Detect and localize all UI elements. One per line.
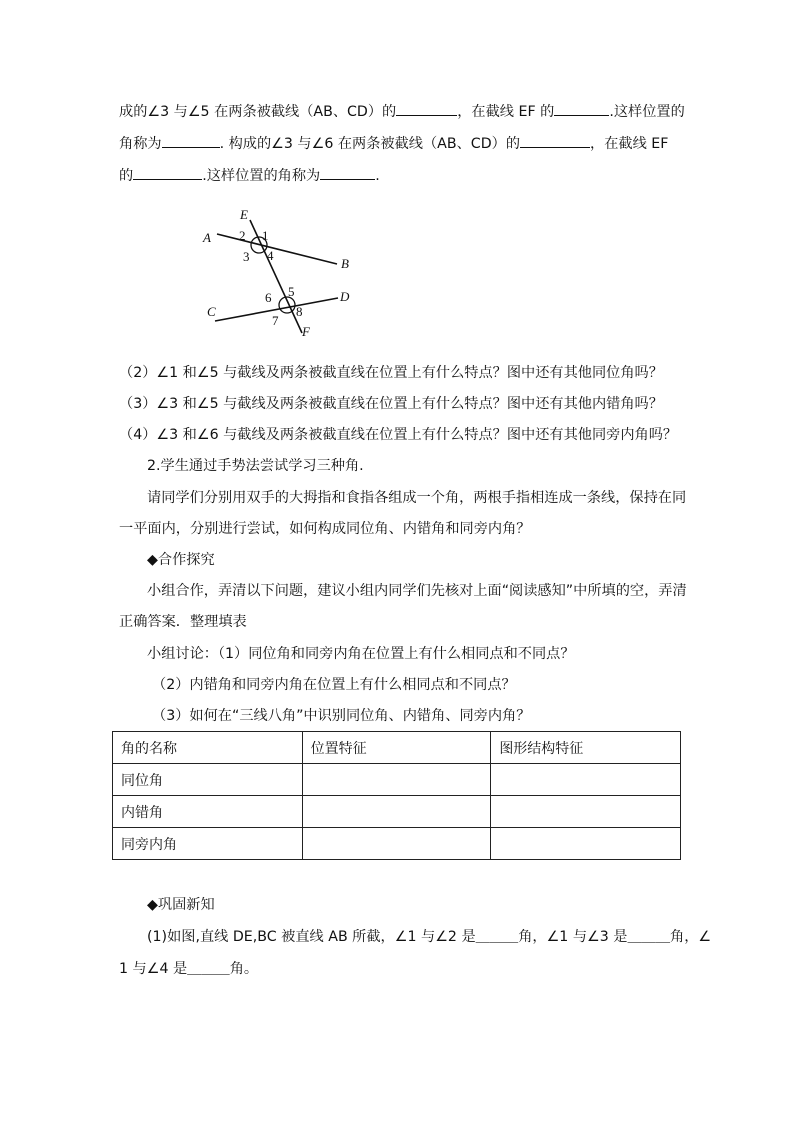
answer-blank[interactable] <box>554 101 609 116</box>
angle-5: 5 <box>288 284 295 299</box>
discussion-2: （2）内错角和同旁内角在位置上有什么相同点和不同点？ <box>152 677 516 693</box>
answer-blank[interactable] <box>162 133 220 148</box>
angle-6: 6 <box>265 290 272 305</box>
angle-1: 1 <box>262 228 269 243</box>
answer-cell[interactable] <box>491 764 681 796</box>
angle-2: 2 <box>239 228 246 243</box>
intro-text: 角称为 <box>119 136 162 152</box>
intro-line-3 <box>119 165 380 186</box>
angle-7: 7 <box>272 313 279 328</box>
answer-cell[interactable] <box>491 828 681 860</box>
line-ab <box>217 234 337 264</box>
table-row <box>113 828 681 860</box>
consolidate-heading: ◆巩固新知 <box>147 897 215 913</box>
answer-cell[interactable] <box>302 796 491 828</box>
question-2: （2）∠1 和∠5 与截线及两条被截直线在位置上有什么特点？图中还有其他同位角吗？ <box>119 365 663 381</box>
question-4: （4）∠3 和∠6 与截线及两条被截直线在位置上有什么特点？图中还有其他同旁内角吗？ <box>119 427 678 443</box>
row-label: 同位角 <box>113 764 303 796</box>
table-row <box>113 796 681 828</box>
intro-text: . <box>375 168 380 184</box>
angle-3: 3 <box>243 249 250 264</box>
angle-feature-table <box>112 731 681 860</box>
gesture-para-1: 请同学们分别用双手的大拇指和食指各组成一个角，两根手指相连成一条线，保持在同 <box>147 490 687 506</box>
intro-text: 的 <box>119 168 134 184</box>
label-c: C <box>207 304 216 319</box>
discussion-1: 小组讨论：（1）同位角和同旁内角在位置上有什么相同点和不同点？ <box>147 646 575 662</box>
question-3: （3）∠3 和∠5 与截线及两条被截直线在位置上有什么特点？图中还有其他内错角吗？ <box>119 396 663 412</box>
three-lines-eight-angles-diagram <box>195 200 375 350</box>
angle-4: 4 <box>267 248 274 263</box>
gesture-para-2: 一平面内，分别进行尝试，如何构成同位角、内错角和同旁内角？ <box>119 521 531 537</box>
answer-blank[interactable] <box>520 133 590 148</box>
table-header-row <box>113 732 681 764</box>
label-e: E <box>240 207 248 222</box>
intro-text: .这样位置的角称为 <box>202 168 321 184</box>
coop-para-1: 小组合作，弄清以下问题，建议小组内同学们先核对上面“阅读感知”中所填的空，弄清 <box>147 583 687 599</box>
intro-text: . 构成的∠3 与∠6 在两条被截线（AB、CD）的 <box>219 136 521 152</box>
coop-para-2: 正确答案．整理填表 <box>119 614 247 630</box>
angle-8: 8 <box>296 304 303 319</box>
label-f: F <box>302 324 310 339</box>
answer-blank[interactable] <box>320 165 375 180</box>
row-label: 同旁内角 <box>113 828 303 860</box>
table-row <box>113 764 681 796</box>
answer-cell[interactable] <box>302 764 491 796</box>
column-header: 角的名称 <box>113 732 303 764</box>
gesture-heading: 2.学生通过手势法尝试学习三种角. <box>147 458 364 474</box>
row-label: 内错角 <box>113 796 303 828</box>
column-header: 位置特征 <box>302 732 491 764</box>
intro-text: .这样位置的 <box>609 104 685 120</box>
intro-text: 成的∠3 与∠5 在两条被截线（AB、CD）的 <box>119 104 397 120</box>
label-d: D <box>340 289 350 304</box>
intro-text: ，在截线 EF <box>590 136 669 152</box>
answer-blank[interactable] <box>133 165 202 180</box>
answer-cell[interactable] <box>491 796 681 828</box>
intro-line-2 <box>119 133 668 154</box>
exercise-line-2: 1 与∠4 是＿＿＿角。 <box>119 961 259 977</box>
intro-text: ，在截线 EF 的 <box>457 104 555 120</box>
label-a: A <box>203 230 211 245</box>
label-b: B <box>341 256 349 271</box>
answer-cell[interactable] <box>302 828 491 860</box>
discussion-3: （3）如何在“三线八角”中识别同位角、内错角、同旁内角？ <box>152 708 531 724</box>
column-header: 图形结构特征 <box>491 732 681 764</box>
intro-line-1 <box>119 101 685 122</box>
exercise-line-1: (1)如图,直线 DE,BC 被直线 AB 所截，∠1 与∠2 是＿＿＿角，∠1 与∠3 是＿＿＿角，∠ <box>147 929 712 945</box>
answer-blank[interactable] <box>396 101 457 116</box>
coop-heading: ◆合作探究 <box>147 552 215 568</box>
